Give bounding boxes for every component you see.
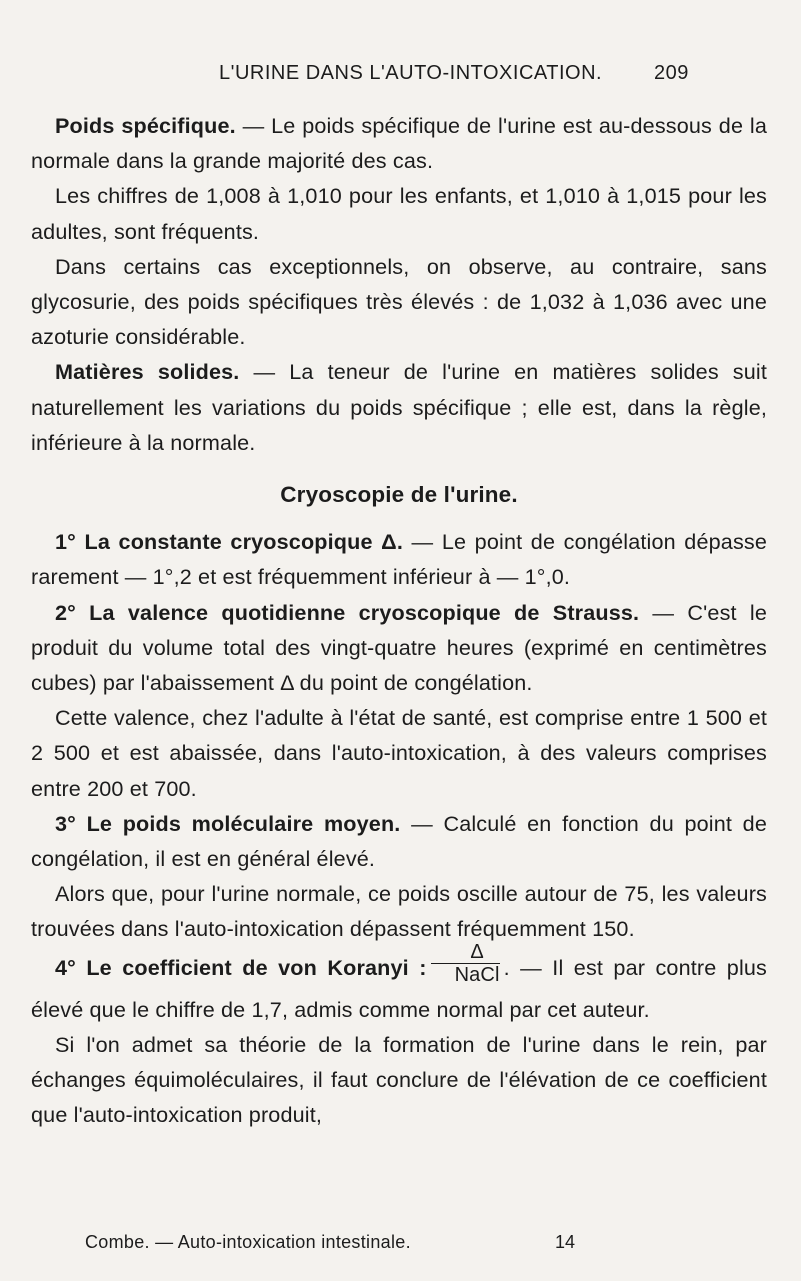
paragraph-text: — Le poids spécifique de l'urine est au-dessous de la normale dans la grande majorité des cas. xyxy=(31,113,768,174)
footer xyxy=(0,1228,801,1258)
paragraph-text: — La teneur de l'urine en matières solides suit naturellement les variations du poids spécifique ; elle est, dans la règle, inférieure à la normale. xyxy=(31,359,768,455)
run-in-heading: Matières solides. xyxy=(55,359,240,385)
footer-signature: Combe. — Auto-intoxication intestinale. xyxy=(85,1232,411,1252)
list-item-poids-moleculaire xyxy=(31,806,767,876)
run-in-heading: Poids spécifique. xyxy=(55,113,236,138)
item-text: — Le point de congélation dépasse rarement — 1°,2 et est fréquemment inférieur à — 1°,0. xyxy=(31,529,767,590)
item-label: 1° La constante cryoscopique Δ. xyxy=(55,529,403,555)
item-text: — Calculé en fonction du point de congélation, il est en général élevé. xyxy=(31,810,768,872)
fraction-numerator: Δ xyxy=(431,941,500,964)
fraction-denominator: NaCl xyxy=(454,963,500,986)
item-label: 2° La valence quotidienne cryoscopique de Strauss. xyxy=(55,599,640,625)
body-text xyxy=(31,108,767,1132)
item-text: . — Il est par contre plus élevé que le chiffre de 1,7, admis comme normal par cet auteur. xyxy=(31,954,768,1022)
item-label: 4° Le coefficient de von Koranyi : xyxy=(55,954,427,980)
list-item-koranyi xyxy=(31,940,768,1027)
list-item-valence xyxy=(31,595,767,701)
paragraph: Les chiffres de 1,008 à 1,010 pour les enfants, et 1,010 à 1,015 pour les adultes, sont fréquents. xyxy=(31,183,767,244)
paragraph: Si l'on admet sa théorie de la formation de l'urine dans le rein, par échanges équimoléculaires, il faut conclure de l'élévation de ce coefficient que l'auto-intoxication produit, xyxy=(31,1031,767,1128)
list-item-constante xyxy=(31,524,767,594)
paragraph: Alors que, pour l'urine normale, ce poids oscille autour de 75, les valeurs trouvées dans l'auto-intoxication dépassent fréquemment 150. xyxy=(31,881,767,942)
running-header xyxy=(0,54,801,94)
paragraph: Cette valence, chez l'adulte à l'état de santé, est comprise entre 1 500 et 2 500 et est abaissée, dans l'auto-intoxication, à des valeurs comprises entre 200 et 700. xyxy=(31,705,767,801)
item-text: — C'est le produit du volume total des vingt-quatre heures (exprimé en centimètres cubes) par l'abaissement Δ du point de congélation. xyxy=(31,599,767,696)
section-heading: Cryoscopie de l'urine. xyxy=(280,482,518,508)
paragraph-matieres-solides xyxy=(31,354,767,460)
item-label: 3° Le poids moléculaire moyen. xyxy=(55,810,401,836)
paragraph-poids-specifique xyxy=(31,108,767,178)
signature-number: 14 xyxy=(555,1232,576,1252)
fraction xyxy=(431,941,500,986)
page-number: 209 xyxy=(654,62,689,84)
paragraph: Dans certains cas exceptionnels, on observe, au contraire, sans glycosurie, des poids spécifiques très élevés : de 1,032 à 1,036 avec une azoturie considérable. xyxy=(31,253,767,350)
running-title: L'URINE DANS L'AUTO-INTOXICATION. xyxy=(219,62,603,84)
